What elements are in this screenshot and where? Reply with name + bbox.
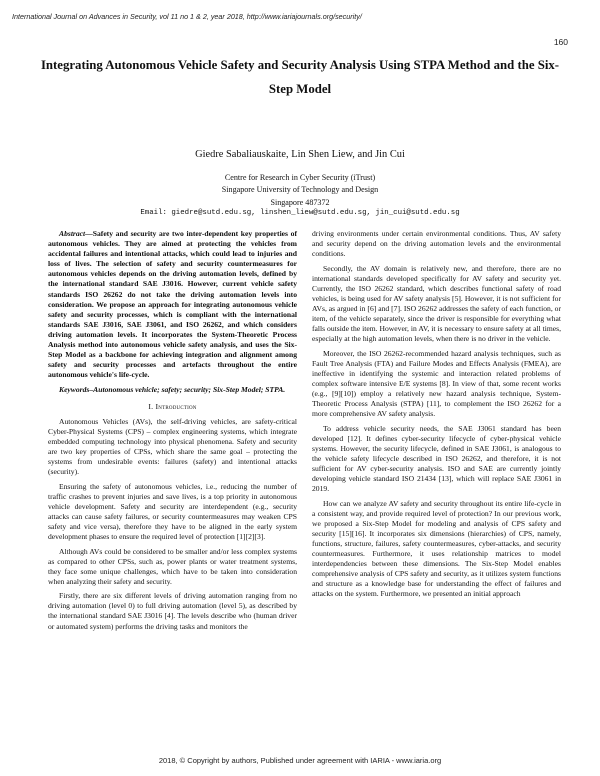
body-paragraph: driving environments under certain environmental conditions. Thus, AV safety and security depend on the driving automation levels and the environmental conditions. — [312, 229, 561, 259]
affiliation-line-1: Centre for Research in Cyber Security (iTrust) — [224, 173, 376, 182]
copyright-footer: 2018, © Copyright by authors, Published under agreement with IARIA - www.iaria.org — [158, 756, 442, 765]
affiliation-line-2: Singapore University of Technology and Design — [221, 185, 379, 195]
right-column — [312, 229, 561, 604]
left-column — [48, 229, 297, 636]
section-heading-introduction: I. Introduction — [148, 401, 197, 411]
body-paragraph: Although AVs could be considered to be smaller and/or less complex systems as compared to other CPSs, such as, power plants or water treatment systems, they face some unique challenges, which have to be taken into consideration when analyzing their safety and security. — [48, 546, 297, 586]
author-emails: Email: giedre@sutd.edu.sg, linshen_liew@sutd.edu.sg, jin_cui@sutd.edu.sg — [140, 209, 460, 217]
page-number: 160 — [553, 37, 568, 47]
body-paragraph: Ensuring the safety of autonomous vehicles, i.e., reducing the number of traffic crashes to prevent injuries and save lives, is a top priority in autonomous vehicle development. Safety and security are interdependent (e.g., security attacks can cause safety failures, or security countermeasures may weaken CPS safety and vice versa), therefore they have to be aligned in the early system development phases to ensure the required level of protection [1][2][3]. — [48, 481, 297, 542]
abstract-text: —Safety and security are two inter-dependent key properties of autonomous vehicles. They are aimed at protecting the vehicles from accidental failures and intentional attacks, which could lead to injuries and loss of lives. The selection of safety and security countermeasures for autonomous vehicles depends on the driving automation levels, defined by the international standard SAE J3016. However, current vehicle safety standards ISO 26262 do not take the driving automation levels into consideration. We propose an approach for integrating autonomous vehicle safety and security processes, which is compliant with the international standards SAE J3016, SAE J3061, and ISO 26262, and which considers driving automation levels. It incorporates the System-Theoretic Process Analysis method into autonomous vehicle safety analysis, and uses the Six-Step Model as a backbone for achieving integration and alignment among safety and security processes and artefacts throughout the entire autonomous vehicle's life-cycle. — [48, 229, 297, 380]
affiliation — [0, 172, 600, 209]
body-paragraph: Moreover, the ISO 26262-recommended hazard analysis techniques, such as Fault Tree Analysis (FTA) and Failure Modes and Effects Analysis (FMEA), are ineffective in identifying the systemic and interaction related problems of complex software intensive E/E systems [8]. In view of that, some recent works (e.g., [9][10]) employ a relatively new hazard analysis technique, System-Theoretic Process Analysis (STPA) [11], to complement the ISO 26262 for a more comprehensive AV safety analysis. — [312, 348, 561, 419]
journal-header: International Journal on Advances in Security, vol 11 no 1 & 2, year 2018, http://www.iariajournals.org/security/ — [12, 12, 362, 21]
body-paragraph: Firstly, there are six different levels of driving automation ranging from no driving automation (level 0) to full driving automation (level 5), as described by the international standard SAE J3016 [4]. The levels describe who (human driver or automated system) performs the driving tasks and monitors the — [48, 591, 297, 631]
body-paragraph: Secondly, the AV domain is relatively new, and therefore, there are no international standards developed specifically for AV safety and security yet. Currently, the ISO 26262 standard, which describes functional safety of road vehicles, is being used for AV safety analysis [5]. However, it is not sufficient for AVs, as argued in [6] and [7]. ISO 26262 addresses the safety of each function, or item, of the vehicle separately, since the driver is responsible for everything what falls outside the item. However, in AV, it is necessary to ensure safety at all times, especially at the high automation levels, when there is no driver in the vehicle. — [312, 263, 561, 344]
keywords-text: –Autonomous vehicle; safety; security; Six-Step Model; STPA. — [89, 384, 286, 394]
abstract — [48, 229, 297, 380]
paper-title: Integrating Autonomous Vehicle Safety and Security Analysis Using STPA Method and the Six-Step Model — [40, 58, 560, 96]
body-paragraph: How can we analyze AV safety and security throughout its entire life-cycle in a consistent way, and provide required level of protection? In our previous work, we proposed a Six-Step Model for modeling and analysis of CPS safety and security [15][16]. It incorporates six dimensions (hierarchies) of CPS, namely, functions, structure, failures, safety countermeasures, cyber-attacks, and security countermeasures. Furthermore, it uses relationship matrices to model interdependencies between these dimensions. The Six-Step Model enables comprehensive analysis of CPS safety and security, as it utilizes system functions and structure as a knowledge base for understanding the effect of failures and attacks on the system. Furthermore, we presented an initial approach — [312, 498, 561, 599]
body-paragraph: Autonomous Vehicles (AVs), the self-driving vehicles, are safety-critical Cyber-Physical Systems (CPS) – complex engineering systems, which integrate embedded computing technology into physical phenomena. Safety and security are two key properties of CPSs, which share the same goal – protecting the systems from undesirable events: failures (safety) and intentional attacks (security). — [48, 416, 297, 477]
body-paragraph: To address vehicle security needs, the SAE J3061 standard has been developed [12]. It defines cyber-security lifecycle of cyber-physical vehicle systems. However, the security lifecycle, defined in SAE J3061, is analogous to the vehicle safety lifecycle described in ISO 26262, and therefore, it is not sufficient for AV cyber-security analysis. ISO and SAE are currently jointly developing vehicle standard ISO 21434 [13], which will replace SAE J3061 in 2019. — [312, 423, 561, 494]
keywords — [48, 385, 297, 395]
author-list: Giedre Sabaliauskaite, Lin Shen Liew, and Jin Cui — [195, 149, 405, 160]
abstract-lead: Abstract — [59, 229, 86, 238]
affiliation-line-3: Singapore 487372 — [270, 197, 330, 207]
keywords-lead: Keywords — [59, 384, 90, 394]
